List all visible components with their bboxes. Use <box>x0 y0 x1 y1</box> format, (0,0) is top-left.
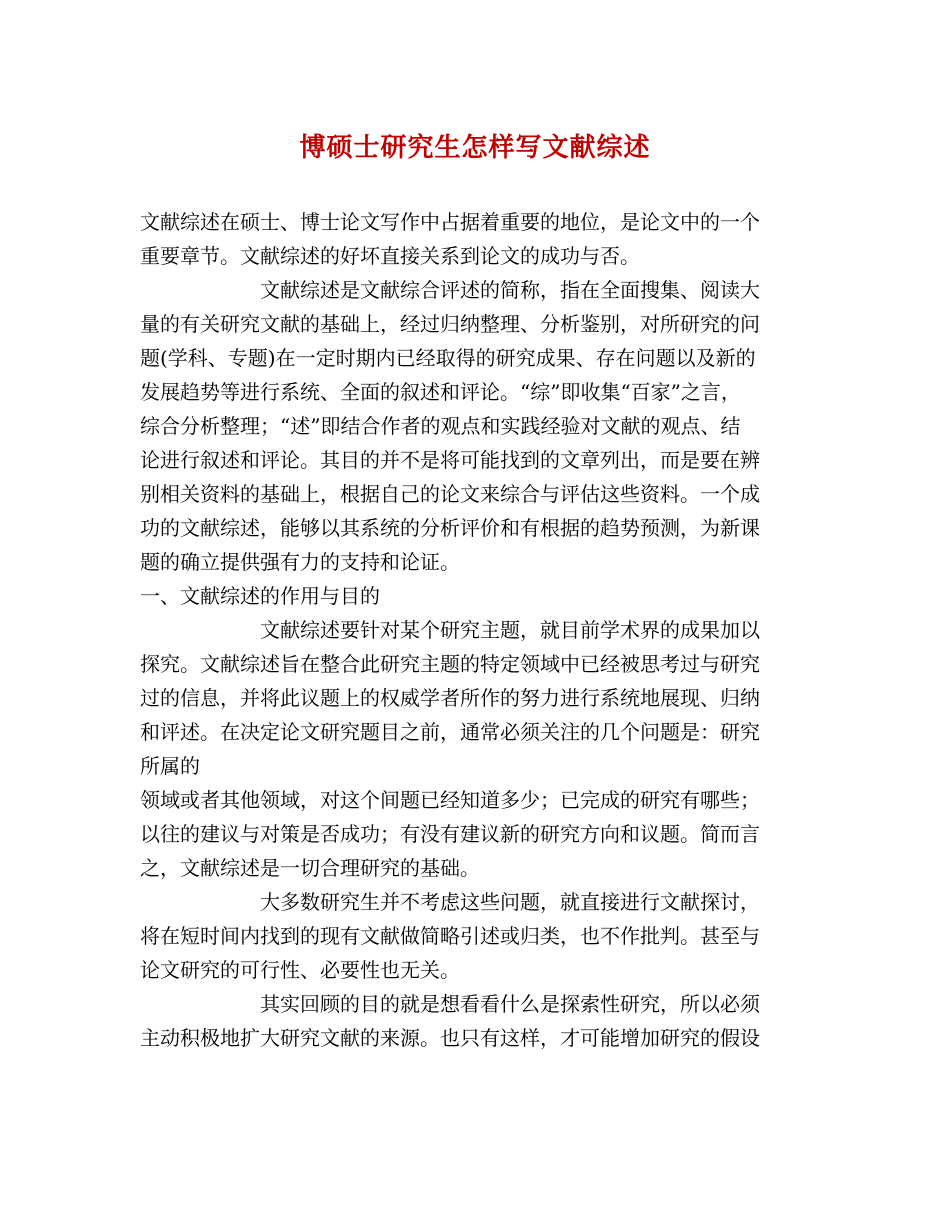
text-line: 过的信息，并将此议题上的权威学者所作的努力进行系统地展现、归纳 <box>140 686 760 710</box>
text-line: 领域或者其他领域，对这个间题已经知道多少；已完成的研究有哪些； <box>140 788 760 812</box>
text-line: 一、文献综述的作用与目的 <box>140 584 380 608</box>
text-line: 重要章节。文献综述的好坏直接关系到论文的成功与否。 <box>140 244 640 268</box>
text-line: 文献综述在硕士、博士论文写作中占据着重要的地位，是论文中的一个 <box>140 210 760 234</box>
text-line: 论文研究的可行性、必要性也无关。 <box>140 958 460 982</box>
text-line: 文献综述要针对某个研究主题，就目前学术界的成果加以 <box>260 618 760 642</box>
text-line: 主动积极地扩大研究文献的来源。也只有这样，才可能增加研究的假设 <box>140 1026 760 1050</box>
text-line: 以往的建议与对策是否成功；有没有建议新的研究方向和议题。简而言 <box>140 822 760 846</box>
text-line: 综合分析整理；“述”即结合作者的观点和实践经验对文献的观点、结 <box>140 414 741 438</box>
text-line: 题(学科、专题)在一定时期内已经取得的研究成果、存在问题以及新的 <box>140 346 756 370</box>
text-line: 将在短时间内找到的现有文献做简略引述或归类，也不作批判。甚至与 <box>140 924 760 948</box>
text-line: 所属的 <box>140 754 200 778</box>
text-line: 论进行叙述和评论。其目的并不是将可能找到的文章列出，而是要在辨 <box>140 448 760 472</box>
document-body <box>140 205 820 1055</box>
text-line: 其实回顾的目的就是想看看什么是探索性研究，所以必须 <box>260 992 760 1016</box>
text-line: 题的确立提供强有力的支持和论证。 <box>140 550 460 574</box>
text-line: 量的有关研究文献的基础上，经过归纳整理、分析鉴别，对所研究的问 <box>140 312 760 336</box>
text-line: 文献综述是文献综合评述的简称，指在全面搜集、阅读大 <box>260 278 760 302</box>
text-line: 大多数研究生并不考虑这些问题，就直接进行文献探讨， <box>260 890 760 914</box>
text-line: 探究。文献综述旨在整合此研究主题的特定领域中已经被思考过与研究 <box>140 652 760 676</box>
text-line: 和评述。在决定论文研究题目之前，通常必须关注的几个问题是：研究 <box>140 720 760 744</box>
text-line: 之，文献综述是一切合理研究的基础。 <box>140 856 480 880</box>
text-line: 功的文献综述，能够以其系统的分析评价和有根据的趋势预测，为新课 <box>140 516 760 540</box>
text-line: 别相关资料的基础上，根据自己的论文来综合与评估这些资料。一个成 <box>140 482 760 506</box>
text-line: 发展趋势等进行系统、全面的叙述和评论。“综”即收集“百家”之言， <box>140 380 741 404</box>
document-title: 博硕士研究生怎样写文献综述 <box>299 133 651 163</box>
